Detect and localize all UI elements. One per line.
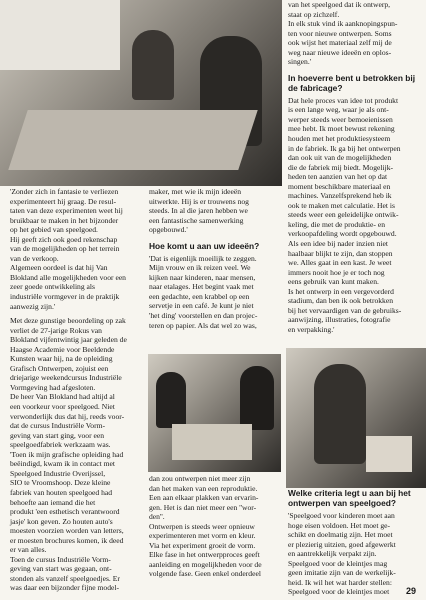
column-2-paragraph-design-process: dan zou ontwerpen niet meer zijn dan het maken van een reproduktie. Een aan elkaar plakken van ervarin- gen. Het is dan niet meer een ''wor- den''. Ontwerpen is steeds weer opnieuw experimenteren met vorm en kleur. Via het experiment groeit de vorm. Elke fase in het ontwerpproces geeft aanleiding en mogelijkheden voor de volgende fase. Geen enkel onderdeel <box>149 474 262 579</box>
column-3-paragraph-continuation: van het speelgoed dat ik ontwerp, staat op zichzelf. In elk stuk vind ik aanknopingspun- ten voor nieuwe ontwerpen. Soms ook wijst het materiaal zelf mij de weg naar nieuwe ideeën en oplos- singen.' <box>288 0 398 67</box>
article-column-3-lower <box>288 488 422 597</box>
photo-table-model <box>8 110 257 170</box>
photo-child-blocks <box>286 348 426 488</box>
photo-child-right <box>240 366 274 430</box>
photo-child-figure <box>314 364 366 464</box>
photo-toy-table <box>172 424 252 460</box>
article-column-2-lower <box>149 474 283 579</box>
article-column-1 <box>10 187 144 593</box>
photo-children-playing <box>148 354 281 472</box>
photo-designers-workshop <box>0 0 282 186</box>
heading-fabrication-question: In hoeverre bent u betrokken bij de fabricage? <box>288 72 416 93</box>
column-3-paragraph-criteria: 'Speelgoed voor kinderen moet aan hoge eisen voldoen. Het moet ge- schikt en doelmatig zijn. Het moet er plezierig uitzien, goed afgewerkt en aantrekkelijk verpakt zijn. Speelgoed voor de kleintjes mag geen imitatie zijn van de werkelijk- heid. Ik wil het wat harder stellen: Speelgoed voor de kleintjes moet <box>288 511 396 597</box>
page-number: 29 <box>405 586 416 596</box>
heading-ideas-question: Hoe komt u aan uw ideeën? <box>149 240 260 251</box>
photo-child-left <box>156 372 186 428</box>
photo-blocks <box>366 436 412 472</box>
column-2-paragraph-continuation: maker, met wie ik mijn ideeën uitwerkte. Hij is er trouwens nog steeds. In al die jaren hebben we een fantastische samenwerking opgebouwd.' <box>149 187 249 235</box>
article-column-2 <box>149 187 283 330</box>
column-1-paragraph-quote: 'Zonder zich in fantasie te verliezen experimenteert hij graag. De resul- taten van deze experimenten weet hij bruikbaar te maken in het bijzonder op het gebied van speelgoed. Hij geeft zich ook goed rekenschap van de mogelijkheden op het terrein van de verkoop. Algemeen oordeel is dat hij Van Blokland alle mogelijkheden voor een zeer goede ontwikkeling als industriële vormgever in de praktijk aanwezig zijn.' <box>10 187 126 311</box>
column-2-paragraph-ideas: 'Dat is eigenlijk moeilijk te zeggen. Mijn vrouw en ik reizen veel. We kijken naar kinderen, naar mensen, naar etalages. Het begint vaak met een gedachte, een krabbel op een servetje in een café. Je kunt je niet 'het ding' voorstellen en dan projec- teren op papier. Als dat wel zo was, <box>149 253 258 330</box>
column-3-paragraph-fabrication: Dat hele proces van idee tot produkt is een lange weg, waar je als ont- werper steeds weer bemoeienissen mee hebt. Ik moet bewust rekening houden met het produktiesysteem in de fabriek. Ik ga bij het ontwerpen dan ook uit van de mogelijkheden die de fabriek mij biedt. Mogelijk- heden ten aanzien van het op dat moment beschikbare materiaal en machines. Vanzelfsprekend heb ik ook te maken met calculatie. Het is steeds weer een geleidelijke ontwik- keling, die met de produktie- en verkoopafdeling wordt opgebouwd. Als een idee bij nader inzien niet haalbaar blijkt te zijn, dan stoppen we. Alles gaat in een kast. Je weet immers nooit hoe je er toch nog eens gebruik van kunt maken. Is het ontwerp in een vergevorderd stadium, dan ben ik ook betrokken bij het vervaardigen van de gebruiks- aanwijzing, illustraties, fotografie en verpakking.' <box>288 95 402 334</box>
photo-window-light <box>0 0 120 70</box>
heading-criteria-question: Welke criteria legt u aan bij het ontwerpen van speelgoed? <box>288 488 411 508</box>
photo-figure-left <box>132 30 174 100</box>
article-column-3 <box>288 0 422 335</box>
column-1-paragraph-biography: Met deze gunstige beoordeling op zak verliet de 27-jarige Rokus van Blokland vijfentwintig jaar geleden de Haagse Academie voor Beeldende Kunsten waar hij, na de opleiding Grafisch Ontwerpen, zojuist een driejarige weekendcursus Industriële Vormgeving had afgesloten. De heer Van Blokland had altijd al een voorkeur voor speelgoed. Niet verwonderlijk dus dat hij, reeds voor- dat de cursus Industriële Vorm- geving van start ging, voor een speelgoedfabriek werkzaam was. 'Toen ik mijn grafische opleiding had beëindigd, kwam ik in contact met Speelgoed Industrie Overijssel, SIO te Vroomshoop. Deze kleine fabriek van houten speelgoed had behoefte aan iemand die het produkt 'een esthetisch verantwoord jasje' kon geven. Zo houten auto's moesten voorzien worden van letters, er moesten brochures komen, ik deed er van alles. Toen de cursus Industriële Vorm- geving van start was gegaan, ont- stonden als vanzelf speelgoedjes. Er was daar een bijzonder fijne model- <box>10 316 127 593</box>
